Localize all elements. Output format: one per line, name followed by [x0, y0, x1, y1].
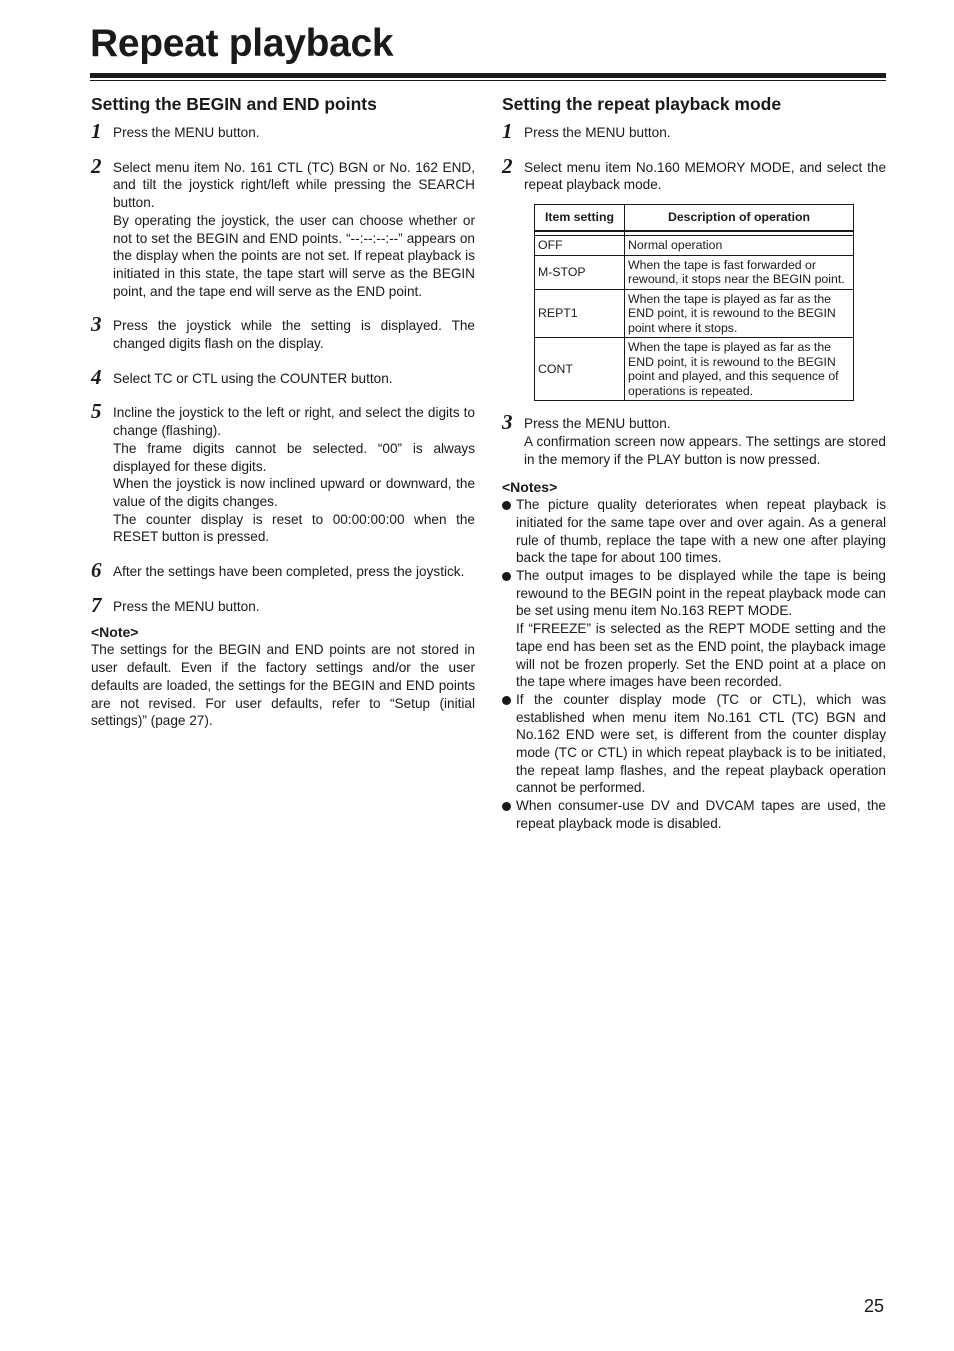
table-header-item: Item setting	[535, 205, 625, 232]
step-item	[91, 153, 475, 301]
table-cell-description: When the tape is played as far as the END point, it is rewound to the BEGIN point and played, and this sequence of operations is repeated.	[625, 338, 854, 401]
step-text: By operating the joystick, the user can choose whether or not to set the BEGIN and END points. “--:--:--:--” appears on the display when the points are not set. If repeat playback is initiated in this state, the tape start will serve as the BEGIN point, and the tape end will serve as the END point.	[113, 212, 475, 299]
section-heading-begin-end: Setting the BEGIN and END points	[91, 94, 377, 114]
step-number: 5	[91, 399, 102, 424]
note-text: If “FREEZE” is selected as the REPT MODE setting and the tape end has been set as the END point, the playback image will not be frozen properly. Set the END point at a place on the tape where images have been recorded.	[516, 621, 886, 690]
table-cell-description: When the tape is fast forwarded or rewound, it stops near the BEGIN point.	[625, 255, 854, 289]
table-cell-description: Normal operation	[625, 236, 854, 256]
step-number: 3	[91, 312, 102, 337]
section-heading-repeat-mode: Setting the repeat playback mode	[502, 94, 782, 114]
table-cell-item: CONT	[535, 338, 625, 401]
step-item	[502, 119, 886, 143]
step-item	[502, 153, 886, 401]
bullet-dot-icon	[502, 572, 511, 581]
step-text: Press the joystick while the setting is displayed. The changed digits flash on the display.	[113, 318, 475, 352]
note-text: The output images to be displayed while the tape is being rewound to the BEGIN point in the repeat playback mode can be set using menu item No.163 REPT MODE.	[516, 568, 886, 619]
step-text: After the settings have been completed, press the joystick.	[113, 564, 465, 580]
list-item	[502, 691, 886, 797]
note-text: If the counter display mode (TC or CTL), which was established when menu item No.161 CTL (TC) BGN and No.162 END were set, is different from the counter display mode (TC or CTL) in which repeat playback is to be initiated, the repeat lamp flashes, and the repeat playback operation cannot be performed.	[516, 691, 886, 796]
list-item	[502, 567, 886, 691]
step-item	[91, 312, 475, 352]
bullet-dot-icon	[502, 501, 511, 510]
step-item	[91, 592, 475, 617]
step-number: 3	[502, 410, 513, 435]
table-cell-item: OFF	[535, 236, 625, 256]
step-item	[502, 410, 886, 468]
step-number: 6	[91, 558, 102, 583]
step-text: Press the MENU button.	[113, 125, 260, 140]
step-number: 4	[91, 364, 102, 389]
list-item	[502, 496, 886, 567]
note-text: The picture quality deteriorates when repeat playback is initiated for the same tape over and over again. As a general rule of thumb, replace the tape with a new one after playing back the tape for about 100 times.	[516, 497, 886, 566]
table-cell-description: When the tape is played as far as the END point, it is rewound to the BEGIN point where it stops.	[625, 289, 854, 338]
page-title: Repeat playback	[90, 22, 394, 65]
note-heading: <Note>	[91, 624, 139, 641]
step-text: A confirmation screen now appears. The settings are stored in the memory if the PLAY button is now pressed.	[524, 433, 886, 467]
title-rule-thin	[90, 80, 886, 81]
list-item	[502, 797, 886, 832]
table-row	[535, 338, 854, 401]
note-body: The settings for the BEGIN and END points are not stored in user default. Even if the factory settings and/or the user defaults are loaded, the settings for the BEGIN and END points are not revised. For user defaults, refer to “Setup (initial settings)” (page 27).	[91, 642, 475, 729]
step-text: When the joystick is now inclined upward or downward, the value of the digits changes.	[113, 476, 475, 509]
title-rule-thick	[90, 73, 886, 78]
note-text: When consumer-use DV and DVCAM tapes are used, the repeat playback mode is disabled.	[516, 798, 886, 831]
table-header-description: Description of operation	[625, 205, 854, 232]
step-text: Select menu item No.160 MEMORY MODE, and select the repeat playback mode.	[524, 159, 886, 193]
right-column	[502, 92, 886, 833]
table-cell-item: REPT1	[535, 289, 625, 338]
table-row	[535, 236, 854, 256]
notes-heading: <Notes>	[502, 479, 558, 496]
step-number: 2	[502, 153, 513, 178]
bullet-dot-icon	[502, 802, 511, 811]
step-text: Select TC or CTL using the COUNTER button.	[113, 370, 393, 386]
table-row	[535, 255, 854, 289]
step-number: 7	[91, 592, 102, 617]
left-column	[91, 92, 475, 730]
step-number: 2	[91, 153, 102, 178]
repeat-mode-table	[534, 204, 854, 401]
step-text: Press the MENU button.	[524, 125, 671, 140]
step-number: 1	[502, 119, 513, 143]
table-header-row	[535, 205, 854, 232]
step-item	[91, 399, 475, 546]
step-item	[91, 364, 475, 389]
step-text: Select menu item No. 161 CTL (TC) BGN or No. 162 END, and tilt the joystick right/left while pressing the SEARCH button.	[113, 159, 475, 211]
notes-list	[502, 496, 886, 832]
table-cell-item: M-STOP	[535, 255, 625, 289]
step-item	[91, 558, 475, 583]
step-text: Press the MENU button.	[524, 416, 671, 432]
page-number: 25	[864, 1296, 885, 1316]
bullet-dot-icon	[502, 696, 511, 705]
step-number: 1	[91, 119, 102, 143]
step-text: The counter display is reset to 00:00:00:00 when the RESET button is pressed.	[113, 511, 475, 545]
step-item	[91, 119, 475, 143]
step-text: The frame digits cannot be selected. “00” is always displayed for these digits.	[113, 440, 475, 474]
step-text: Incline the joystick to the left or right, and select the digits to change (flashing).	[113, 405, 475, 439]
table-row	[535, 289, 854, 338]
step-text: Press the MENU button.	[113, 598, 260, 614]
